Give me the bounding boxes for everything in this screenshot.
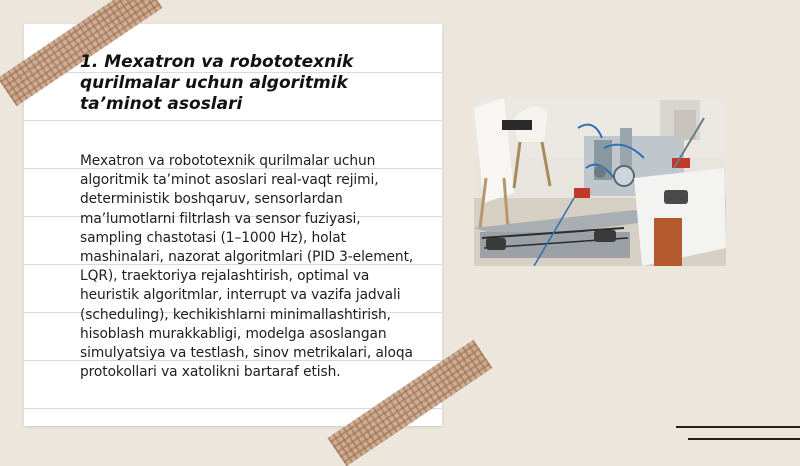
slide-body-text: Mexatron va robototexnik qurilmalar uchun algoritmik ta’minot asoslari real-vaqt rejimi, deterministik boshqaruv, sensorlardan ma’lumotlarni filtrlash va sensor fuziyasi, sampling chastotasi (1–1000 Hz), holat mashinalari, nazorat algoritmlari (PID 3-element, LQR), traektoriya rejalashtirish, optimal va heuristik algoritmlar, interrupt va vazifa jadvali (scheduling), kechikishlarni minimallashtirish, hisoblash murakkabligi, modelga asoslangan simulyatsiya va testlash, sinov metrikalari, aloqa protokollari va xatolikni bartaraf etish. [80, 153, 414, 381]
decorative-line [688, 438, 800, 440]
slide-title: 1. Mexatron va robototexnik qurilmalar uchun algoritmik ta’minot asoslari [80, 52, 354, 114]
mechatronics-lab-photo [474, 98, 726, 266]
decorative-line [676, 426, 800, 428]
